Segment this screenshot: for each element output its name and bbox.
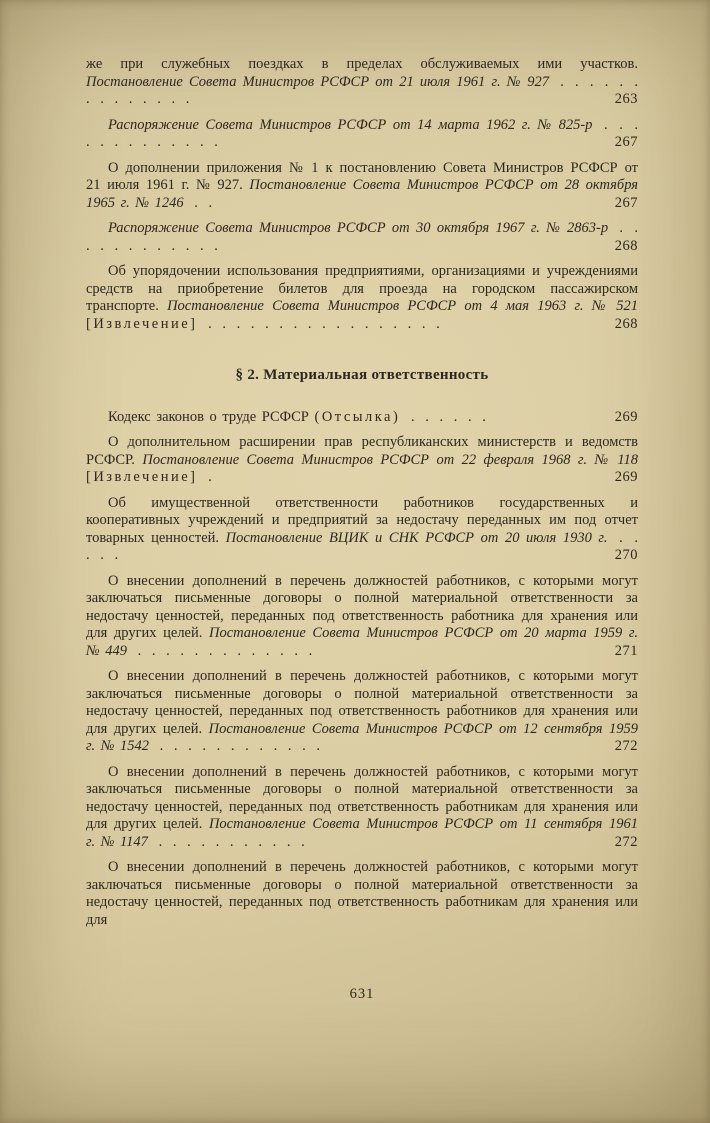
toc-entry xyxy=(86,56,638,109)
toc-entry xyxy=(86,859,638,929)
toc-entry-text: [Извлечение] xyxy=(86,315,198,332)
toc-entry-page-number: 269 xyxy=(614,408,638,425)
toc-entry-text: О внесении дополнений в перечень должностей работников, с которыми могут заключаться письменные договоры о полной материальной ответственности за недостачу ценностей, переданных под ответственность работникам для хранения или для других целей. xyxy=(86,763,638,832)
toc-entry xyxy=(86,495,638,565)
toc-entry-page-number: 272 xyxy=(614,738,638,754)
toc-entry-page-number: 268 xyxy=(614,237,638,254)
toc-entry-page-number: 270 xyxy=(614,547,638,563)
toc-entry xyxy=(86,409,638,427)
toc-entry-page-number: 267 xyxy=(614,134,638,150)
toc-entry-text: Об упорядочении использования предприятиями, организациями и учреждениями средств на приобретение билетов для проезда на городском пассажирском транспорте. xyxy=(86,263,638,314)
page-number: 631 xyxy=(349,986,375,1002)
toc-entry-page-number: 268 xyxy=(614,315,638,332)
dot-leader: . . . . . . . . . . . . . xyxy=(127,642,313,659)
toc-entry-text: Постановление Совета Министров РСФСР от 4 мая 1963 г. № 521 xyxy=(167,298,638,314)
toc-entry-text: Постановление Совета Министров РСФСР от 11 сентября 1961 г. № 1147 xyxy=(86,816,638,850)
toc-entry-page-number: 269 xyxy=(614,469,638,485)
toc-entry-text: О внесении дополнений в перечень должностей работников, с которыми могут заключаться письменные договоры о полной материальной ответственности за недостачу ценностей, переданных под ответственность работника для хранения или для других целей. xyxy=(86,572,638,641)
toc-entry xyxy=(86,764,638,852)
section-heading: § 2. Материальная ответственность xyxy=(235,367,489,383)
toc-entry-text: Постановление ВЦИК и СНК РСФСР от 20 июля 1930 г. xyxy=(225,529,608,546)
dot-leader: . . . . . . . . . . . . . . xyxy=(86,73,638,107)
toc-entry-text: Постановление Совета Министров РСФСР от 12 сентября 1959 г. № 1542 xyxy=(86,720,638,754)
toc-entry-page-number: 267 xyxy=(614,194,638,211)
toc-entry-text: О дополнении приложения № 1 к постановлению Совета Министров РСФСР от 21 июля 1961 г. № 927. xyxy=(86,159,638,193)
dot-leader: . . . . . . . . . . . . xyxy=(86,220,639,254)
table-of-contents xyxy=(86,56,638,937)
toc-entry xyxy=(86,434,638,487)
toc-entry-text: Распоряжение Совета Министров РСФСР от 30 октября 1967 г. № 2863-р xyxy=(108,220,609,236)
dot-leader: . . . . . . . . . . . . . xyxy=(86,116,639,150)
toc-entry xyxy=(86,117,638,152)
toc-entry-page-number: 271 xyxy=(614,642,638,659)
toc-entry-text: Распоряжение Совета Министров РСФСР от 14 марта 1962 г. № 825-р xyxy=(108,116,593,133)
toc-entry xyxy=(86,668,638,756)
toc-entry xyxy=(86,160,638,213)
dot-leader: . . . . . . . . . . . . xyxy=(149,738,321,754)
toc-entry-text: Постановление Совета Министров РСФСР от 20 марта 1959 г. № 449 xyxy=(86,625,638,659)
toc-entry-text: О дополнительном расширении прав республиканских министерств и ведомств РСФСР. xyxy=(86,434,638,468)
toc-entry-text: О внесении дополнений в перечень должностей работников, с которыми могут заключаться письменные договоры о полной материальной ответственности за недостачу ценностей, переданных под ответственность работников для хранения или для других целей. xyxy=(86,668,638,737)
toc-entry-text: [Извлечение] xyxy=(86,469,198,485)
dot-leader: . . . . . xyxy=(86,529,638,563)
dot-leader: . . . . . . xyxy=(400,408,486,425)
toc-entry-text: же при служебных поездках в пределах обслуживаемых ими участков. xyxy=(86,56,638,72)
dot-leader: . . . . . . . . . . . . . . . . . xyxy=(197,315,440,332)
dot-leader: . . xyxy=(183,194,213,211)
toc-entry-text: Об имущественной ответственности работников государственных и кооперативных учреждений и предприятий за недостачу переданных им под отчет товарных ценностей. xyxy=(86,494,638,546)
toc-entry-text: Постановление Совета Министров РСФСР от 22 февраля 1968 г. № 118 xyxy=(142,451,639,468)
toc-entry-text: Постановление Совета Министров РСФСР от 21 июля 1961 г. № 927 xyxy=(86,73,549,90)
toc-entry-text: Кодекс законов о труде РСФСР xyxy=(108,408,315,425)
toc-entry xyxy=(86,220,638,255)
toc-entry-page-number: 263 xyxy=(614,91,638,107)
toc-entry-text: Постановление Совета Министров РСФСР от 28 октября 1965 г. № 1246 xyxy=(86,177,638,211)
toc-entry-text: (Отсылка) xyxy=(314,408,401,425)
toc-entry xyxy=(86,263,638,333)
dot-leader: . xyxy=(197,469,212,485)
dot-leader: . . . . . . . . . . . xyxy=(147,833,305,850)
toc-entry-text: О внесении дополнений в перечень должностей работников, с которыми могут заключаться письменные договоры о полной материальной ответственности за недостачу ценностей, переданных под ответственность работникам для хранения или для xyxy=(86,859,638,928)
toc-entry xyxy=(86,573,638,661)
toc-entry-page-number: 272 xyxy=(614,833,638,850)
